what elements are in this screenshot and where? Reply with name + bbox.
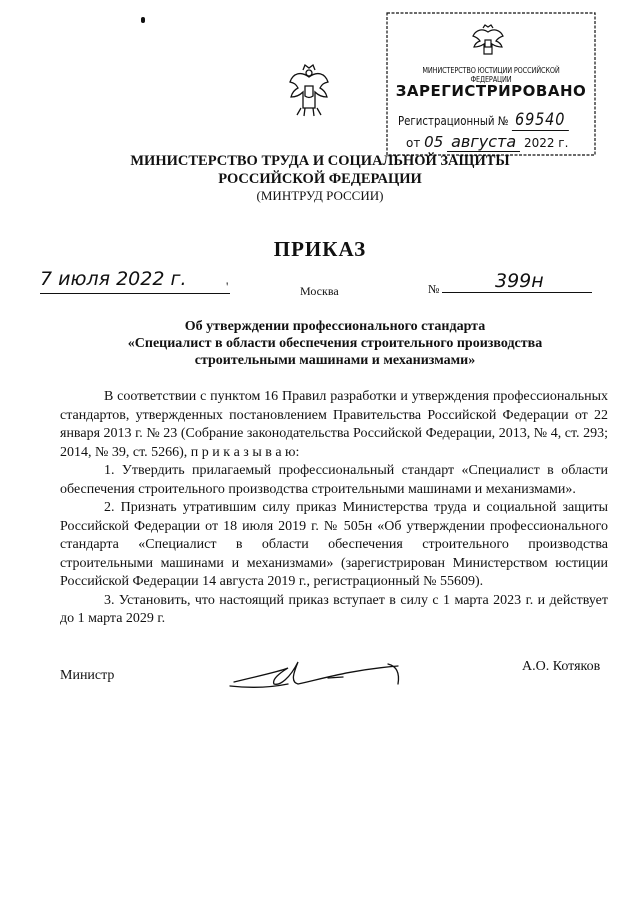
signatory-role: Министр [60,668,115,683]
ministry-name-line1: МИНИСТЕРСТВО ТРУДА И СОЦИАЛЬНОЙ ЗАЩИТЫ [130,153,510,169]
title-line3: строительными машинами и механизмами» [194,353,476,368]
stamp-coat-of-arms-icon [468,24,508,60]
order-date-mark: ' [226,279,229,294]
stamp-date-prefix: от [406,136,421,150]
stamp-reg-number: 69540 [512,110,569,131]
stamp-reg-label: Регистрационный № [398,114,509,128]
order-number-label: № [428,282,440,296]
order-date-underline [40,293,230,294]
body-preamble: В соответствии с пунктом 16 Правил разработки и утверждения профессиональных стандартов, утвержденных постановлением Правительства Российской Федерации от 22 января 2013 г. № 23 (Собрание законодательства Российской Федерации, 2013, № 4, ст. 293; 2014, № 39, ст. 5266), п р и к а з ы в а ю: [60,389,608,460]
title-line2: «Специалист в области обеспечения строительного производства [127,336,543,351]
stamp-ministry: МИНИСТЕРСТВО ЮСТИЦИИ РОССИЙСКОЙ ФЕДЕРАЦИИ [422,66,560,84]
ministry-name [0,152,640,188]
stamp-date-day: 05 [424,133,444,151]
order-number-underline [442,292,592,293]
stamp-status: ЗАРЕГИСТРИРОВАНО [395,82,587,100]
stamp-reg-line [398,110,569,130]
stamp-date-year: 2022 г. [523,136,569,150]
handwritten-signature-icon [228,654,428,694]
stamp-date-line [406,132,568,151]
ink-dot [141,17,145,23]
body-item-2: 2. Признать утратившим силу приказ Министерства труда и социальной защиты Российской Федерации от 18 июля 2019 г. № 505н «Об утверждении профессионального стандарта «Специалист в области обеспечения строительного производства строительными машинами и механизмами» (зарегистрирован Министерством юстиции Российской Федерации 14 августа 2019 г., регистрационный № 55609). [60,500,608,589]
ministry-short-name: (МИНТРУД РОССИИ) [256,188,384,203]
order-date: 7 июля 2022 г. [40,268,187,290]
order-number: 399н [495,270,544,292]
coat-of-arms-icon [287,62,331,118]
stamp-date-month: августа [447,132,520,152]
title-line1: Об утверждении профессионального стандарта [184,319,486,334]
body-item-1: 1. Утвердить прилагаемый профессиональный стандарт «Специалист в области обеспечения строительного производства строительными машинами и механизмами». [60,463,608,497]
document-title [60,318,610,369]
document-type: ПРИКАЗ [273,237,367,261]
order-city: Москва [300,284,339,298]
document-body [60,388,608,629]
body-item-3: 3. Установить, что настоящий приказ вступает в силу с 1 марта 2023 г. и действует до 1 марта 2029 г. [60,592,608,626]
signatory-name: А.О. Котяков [522,659,601,674]
ministry-name-line2: РОССИЙСКОЙ ФЕДЕРАЦИИ [218,171,422,187]
